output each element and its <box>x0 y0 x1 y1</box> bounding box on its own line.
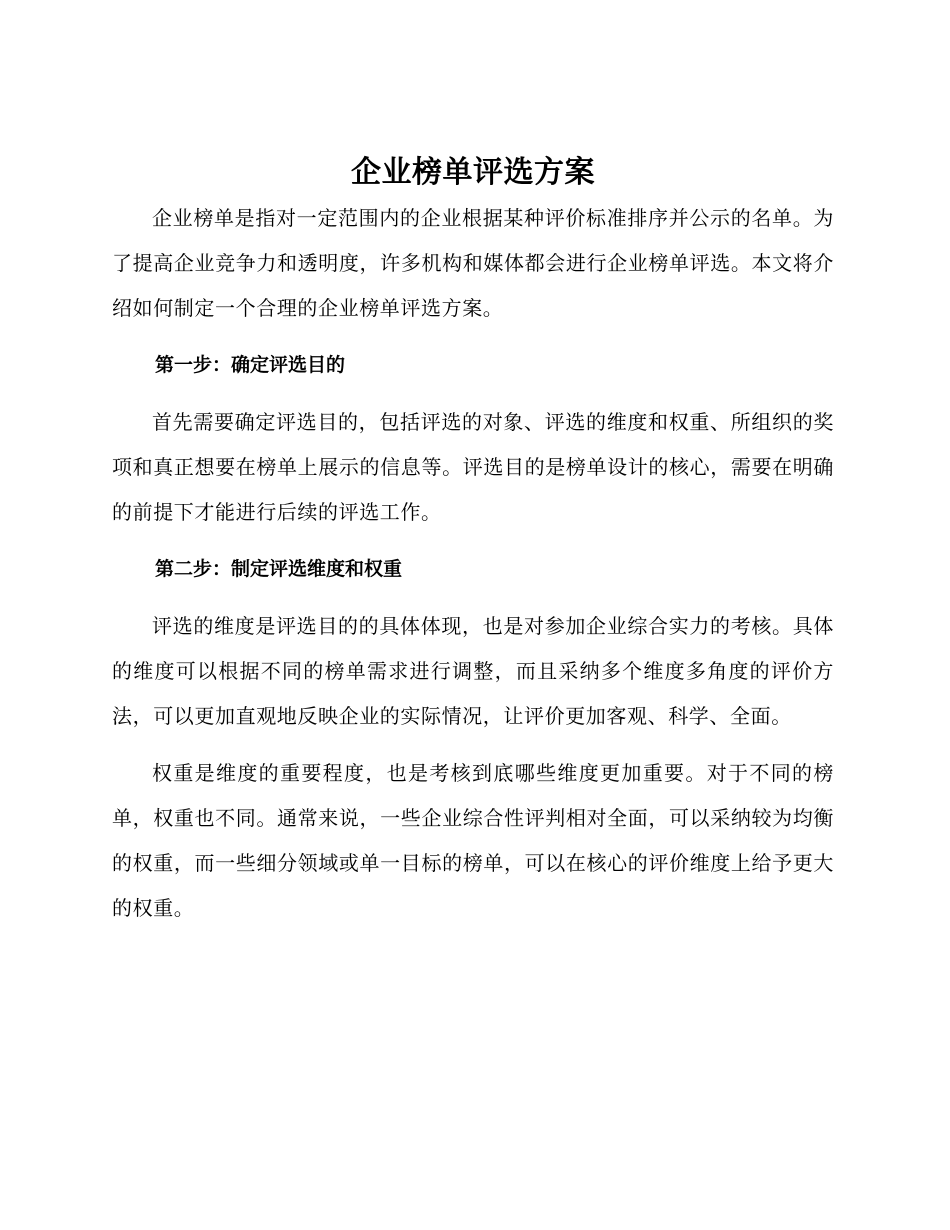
step1-paragraph: 首先需要确定评选目的，包括评选的对象、评选的维度和权重、所组织的奖项和真正想要在榜单上展示的信息等。评选目的是榜单设计的核心，需要在明确的前提下才能进行后续的评选工作。 <box>112 410 834 524</box>
step2-paragraph-weights: 权重是维度的重要程度，也是考核到底哪些维度更加重要。对于不同的榜单，权重也不同。通常来说，一些企业综合性评判相对全面，可以采纳较为均衡的权重，而一些细分领域或单一目标的榜单，可以在核心的评价维度上给予更大的权重。 <box>112 761 834 920</box>
spacer <box>112 592 834 604</box>
spacer <box>112 739 834 751</box>
document-title: 企业榜单评选方案 <box>351 155 595 190</box>
spacer <box>112 331 834 343</box>
spacer <box>112 535 834 547</box>
step2-paragraph-dimensions: 评选的维度是评选目的的具体体现，也是对参加企业综合实力的考核。具体的维度可以根据不同的榜单需求进行调整，而且采纳多个维度多角度的评价方法，可以更加直观地反映企业的实际情况，让评价更加客观、科学、全面。 <box>112 614 834 728</box>
step2-heading: 第二步：制定评选维度和权重 <box>155 558 403 580</box>
step1-heading: 第一步：确定评选目的 <box>155 354 346 376</box>
intro-paragraph: 企业榜单是指对一定范围内的企业根据某种评价标准排序并公示的名单。为了提高企业竞争力和透明度，许多机构和媒体都会进行企业榜单评选。本文将介绍如何制定一个合理的企业榜单评选方案。 <box>112 206 834 320</box>
document-page <box>112 150 834 931</box>
spacer <box>112 388 834 400</box>
